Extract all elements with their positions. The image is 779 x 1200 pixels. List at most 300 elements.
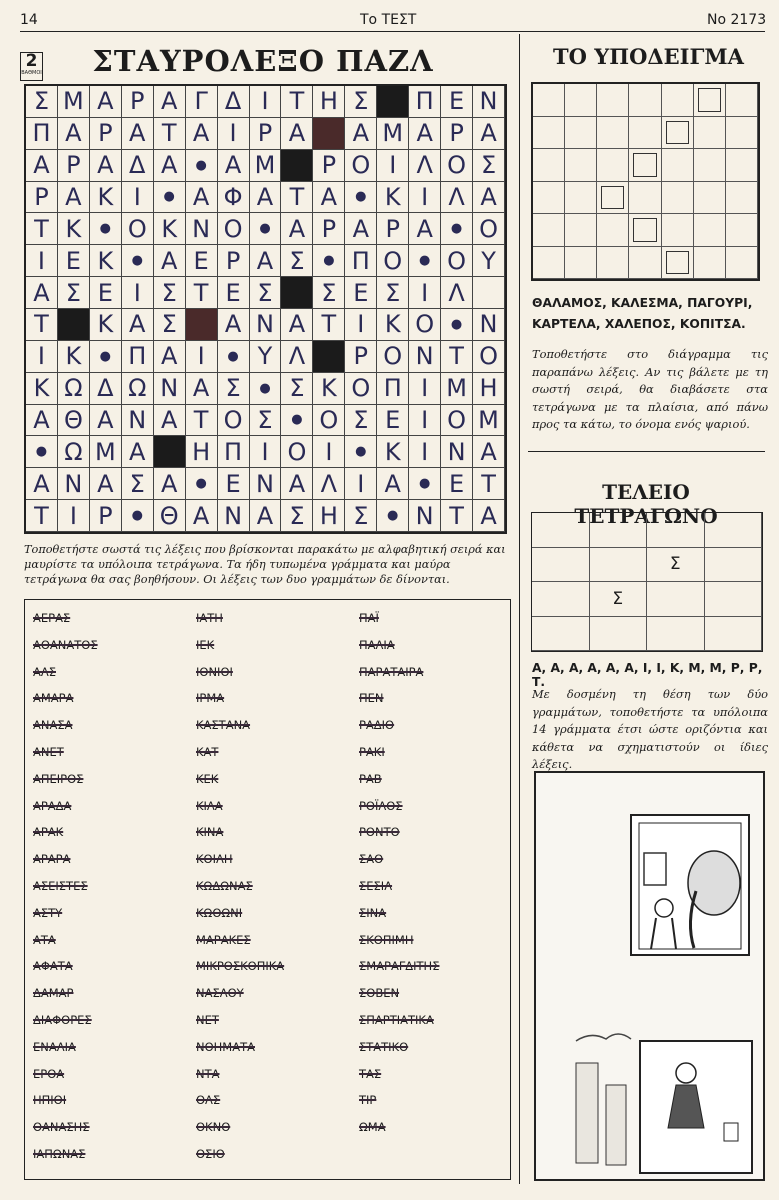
grid-cell[interactable]: Δ xyxy=(122,150,154,182)
grid-cell[interactable]: Δ xyxy=(90,373,122,405)
square-cell[interactable]: Σ xyxy=(590,582,648,617)
grid-cell[interactable]: Σ xyxy=(122,468,154,500)
grid-cell[interactable]: Ο xyxy=(313,405,345,437)
word-list-item: ΑΝΕΤ xyxy=(33,744,64,759)
grid-cell[interactable]: Α xyxy=(186,182,218,214)
grid-cell[interactable]: Α xyxy=(90,468,122,500)
word-list-item: ΩΜΑ xyxy=(359,1120,386,1135)
grid-cell[interactable]: Ι xyxy=(122,277,154,309)
word-column-1 xyxy=(33,605,98,1168)
grid-cell[interactable]: Σ xyxy=(345,405,377,437)
grid-cell[interactable]: Ο xyxy=(377,341,409,373)
grid-cell[interactable]: Σ xyxy=(250,405,282,437)
grid-cell[interactable]: ● xyxy=(250,373,282,405)
sample-cell[interactable] xyxy=(597,214,629,247)
sample-cell[interactable] xyxy=(629,214,661,247)
grid-cell[interactable]: Π xyxy=(26,118,58,150)
grid-cell[interactable]: Ω xyxy=(58,373,90,405)
grid-cell[interactable] xyxy=(473,277,505,309)
sample-cell[interactable] xyxy=(565,182,597,215)
grid-cell[interactable]: Ν xyxy=(122,405,154,437)
square-cell[interactable] xyxy=(647,513,705,548)
grid-cell[interactable]: Τ xyxy=(26,213,58,245)
grid-cell[interactable] xyxy=(281,150,313,182)
grid-cell[interactable]: Ρ xyxy=(441,118,473,150)
grid-cell[interactable]: Α xyxy=(250,182,282,214)
grid-cell[interactable]: Ι xyxy=(345,309,377,341)
sample-cell[interactable] xyxy=(726,214,758,247)
grid-cell[interactable]: Ε xyxy=(90,277,122,309)
grid-cell[interactable]: Α xyxy=(218,309,250,341)
grid-cell[interactable]: Κ xyxy=(154,213,186,245)
sample-cell[interactable] xyxy=(533,117,565,150)
grid-cell[interactable]: Φ xyxy=(218,182,250,214)
grid-cell[interactable]: Θ xyxy=(154,500,186,532)
grid-cell[interactable]: Ι xyxy=(250,436,282,468)
grid-cell[interactable]: Σ xyxy=(377,277,409,309)
grid-cell[interactable]: Μ xyxy=(90,436,122,468)
square-cell[interactable] xyxy=(705,548,763,583)
grid-cell[interactable]: Ι xyxy=(218,118,250,150)
word-list-item: ΙΑΠΩΝΑΣ xyxy=(33,1146,86,1161)
grid-cell[interactable]: Ρ xyxy=(90,500,122,532)
grid-cell[interactable]: Α xyxy=(250,500,282,532)
grid-cell[interactable]: ● xyxy=(345,436,377,468)
sample-cell[interactable] xyxy=(662,182,694,215)
grid-cell[interactable]: ● xyxy=(409,245,441,277)
square-grid[interactable] xyxy=(531,512,763,652)
sample-cell[interactable] xyxy=(629,247,661,280)
sample-cell[interactable] xyxy=(694,182,726,215)
grid-cell[interactable]: Ν xyxy=(441,436,473,468)
grid-cell[interactable]: Ι xyxy=(409,436,441,468)
grid-cell[interactable]: Ι xyxy=(377,150,409,182)
grid-cell[interactable]: Μ xyxy=(58,86,90,118)
grid-cell[interactable]: Ο xyxy=(473,341,505,373)
grid-cell[interactable]: Ο xyxy=(377,245,409,277)
grid-cell[interactable]: Θ xyxy=(58,405,90,437)
grid-cell[interactable]: Α xyxy=(90,150,122,182)
grid-cell[interactable]: Σ xyxy=(250,277,282,309)
grid-cell[interactable]: ● xyxy=(186,150,218,182)
grid-cell[interactable]: Ι xyxy=(58,500,90,532)
grid-cell[interactable]: Τ xyxy=(313,309,345,341)
grid-cell[interactable]: Ρ xyxy=(122,86,154,118)
grid-cell[interactable]: Ν xyxy=(250,309,282,341)
grid-cell[interactable]: Α xyxy=(58,182,90,214)
grid-cell[interactable] xyxy=(281,277,313,309)
grid-cell[interactable]: Σ xyxy=(281,500,313,532)
grid-cell[interactable] xyxy=(58,309,90,341)
crossword-grid[interactable] xyxy=(24,84,507,534)
grid-cell[interactable]: Ε xyxy=(58,245,90,277)
grid-cell[interactable]: ● xyxy=(26,436,58,468)
header-rule xyxy=(20,31,765,32)
word-list-item: ΚΕΚ xyxy=(196,771,219,786)
sample-cell[interactable] xyxy=(565,149,597,182)
sample-cell[interactable] xyxy=(726,84,758,117)
grid-cell[interactable]: Σ xyxy=(218,373,250,405)
grid-cell[interactable]: Ι xyxy=(26,341,58,373)
sample-cell[interactable] xyxy=(694,84,726,117)
grid-cell[interactable]: Ι xyxy=(122,182,154,214)
grid-cell[interactable]: Κ xyxy=(90,245,122,277)
word-list-item: ΗΠΙΟΙ xyxy=(33,1093,67,1108)
grid-cell[interactable]: ● xyxy=(122,245,154,277)
grid-cell[interactable]: Ρ xyxy=(218,245,250,277)
sample-cell[interactable] xyxy=(726,117,758,150)
grid-cell[interactable]: Α xyxy=(473,436,505,468)
grid-cell[interactable]: Ν xyxy=(154,373,186,405)
sample-cell[interactable] xyxy=(726,182,758,215)
sample-cell[interactable] xyxy=(629,117,661,150)
grid-cell[interactable]: Υ xyxy=(250,341,282,373)
grid-cell[interactable]: Υ xyxy=(473,245,505,277)
sample-cell[interactable] xyxy=(662,117,694,150)
sample-cell[interactable] xyxy=(726,149,758,182)
word-list-item: ΑΦΑΤΑ xyxy=(33,959,73,974)
grid-cell[interactable]: Ω xyxy=(122,373,154,405)
grid-cell[interactable]: ● xyxy=(313,245,345,277)
grid-cell[interactable]: Ε xyxy=(345,277,377,309)
grid-cell[interactable]: Α xyxy=(122,309,154,341)
grid-cell[interactable]: Α xyxy=(218,150,250,182)
grid-cell[interactable]: ● xyxy=(345,182,377,214)
word-list-item: ΙΡΜΑ xyxy=(196,691,225,706)
grid-cell[interactable]: Ι xyxy=(409,277,441,309)
grid-cell[interactable]: Μ xyxy=(473,405,505,437)
square-cell[interactable] xyxy=(532,548,590,583)
grid-cell[interactable]: Ρ xyxy=(58,150,90,182)
sample-cell[interactable] xyxy=(662,214,694,247)
grid-cell[interactable]: Γ xyxy=(186,86,218,118)
word-list-item: ΤΑΣ xyxy=(359,1066,382,1081)
grid-cell[interactable]: Δ xyxy=(218,86,250,118)
grid-cell[interactable]: Λ xyxy=(441,277,473,309)
grid-cell[interactable]: Π xyxy=(218,436,250,468)
grid-cell[interactable]: Τ xyxy=(281,182,313,214)
grid-cell[interactable]: Α xyxy=(186,118,218,150)
grid-cell[interactable]: Ε xyxy=(218,277,250,309)
grid-cell[interactable]: Α xyxy=(473,118,505,150)
grid-cell[interactable]: Ε xyxy=(441,86,473,118)
grid-cell[interactable]: Σ xyxy=(281,373,313,405)
grid-cell[interactable]: Α xyxy=(154,86,186,118)
grid-cell[interactable]: Ι xyxy=(26,245,58,277)
grid-cell[interactable]: Η xyxy=(313,86,345,118)
grid-cell[interactable]: Λ xyxy=(441,182,473,214)
grid-cell[interactable]: Ρ xyxy=(26,182,58,214)
grid-cell[interactable]: Ι xyxy=(313,436,345,468)
grid-cell[interactable]: Τ xyxy=(441,500,473,532)
sample-cell[interactable] xyxy=(662,84,694,117)
sample-cell[interactable] xyxy=(694,214,726,247)
square-cell[interactable] xyxy=(705,513,763,548)
grid-cell[interactable]: Α xyxy=(154,245,186,277)
grid-cell[interactable]: Κ xyxy=(377,182,409,214)
grid-cell[interactable]: Ν xyxy=(473,86,505,118)
grid-cell[interactable]: ● xyxy=(441,309,473,341)
square-cell[interactable] xyxy=(705,617,763,652)
grid-cell[interactable] xyxy=(186,309,218,341)
grid-cell[interactable]: Λ xyxy=(281,341,313,373)
sample-cell[interactable] xyxy=(565,247,597,280)
grid-cell[interactable] xyxy=(154,436,186,468)
sample-cell[interactable] xyxy=(565,84,597,117)
grid-cell[interactable]: Α xyxy=(90,86,122,118)
sample-cell[interactable] xyxy=(694,247,726,280)
sample-grid[interactable] xyxy=(531,82,760,281)
sample-cell[interactable] xyxy=(662,149,694,182)
grid-cell[interactable]: Ο xyxy=(218,405,250,437)
grid-cell[interactable]: Α xyxy=(122,118,154,150)
grid-cell[interactable]: Ρ xyxy=(313,150,345,182)
grid-cell[interactable]: Η xyxy=(473,373,505,405)
grid-cell[interactable]: Α xyxy=(345,118,377,150)
word-list-item: ΣΑΟ xyxy=(359,852,384,867)
grid-cell[interactable]: Σ xyxy=(345,500,377,532)
grid-cell[interactable]: Ι xyxy=(186,341,218,373)
grid-cell[interactable]: Κ xyxy=(26,373,58,405)
grid-cell[interactable]: Α xyxy=(154,341,186,373)
grid-cell[interactable]: Α xyxy=(154,150,186,182)
square-cell[interactable] xyxy=(705,582,763,617)
sample-cell[interactable] xyxy=(694,149,726,182)
grid-cell[interactable]: Κ xyxy=(377,436,409,468)
grid-cell[interactable]: Π xyxy=(345,245,377,277)
grid-cell[interactable]: Τ xyxy=(154,118,186,150)
grid-cell[interactable]: Σ xyxy=(281,245,313,277)
grid-cell[interactable]: Μ xyxy=(250,150,282,182)
sample-cell[interactable] xyxy=(565,117,597,150)
grid-cell[interactable]: Ο xyxy=(441,245,473,277)
word-list-item: ΠΑΡΑΤΑΙΡΑ xyxy=(359,664,424,679)
grid-cell[interactable]: Ο xyxy=(473,213,505,245)
grid-cell[interactable]: Ρ xyxy=(250,118,282,150)
grid-cell[interactable]: Σ xyxy=(154,309,186,341)
grid-cell[interactable]: Ο xyxy=(122,213,154,245)
grid-cell[interactable] xyxy=(313,118,345,150)
word-list-item: ΕΝΑΛΙΑ xyxy=(33,1039,76,1054)
grid-cell[interactable]: Ν xyxy=(473,309,505,341)
grid-cell[interactable]: Ρ xyxy=(345,341,377,373)
sample-cell[interactable] xyxy=(629,84,661,117)
grid-cell[interactable]: ● xyxy=(441,213,473,245)
grid-cell[interactable]: Ο xyxy=(441,150,473,182)
sample-cell[interactable] xyxy=(533,149,565,182)
grid-cell[interactable]: Α xyxy=(409,213,441,245)
grid-cell[interactable]: Μ xyxy=(377,118,409,150)
grid-cell[interactable]: ● xyxy=(90,213,122,245)
sample-cell[interactable] xyxy=(662,247,694,280)
grid-cell[interactable]: Ο xyxy=(345,373,377,405)
grid-cell[interactable]: Ν xyxy=(409,341,441,373)
grid-cell[interactable]: Σ xyxy=(313,277,345,309)
grid-cell[interactable]: Π xyxy=(377,373,409,405)
grid-cell[interactable]: Σ xyxy=(473,150,505,182)
sample-cell[interactable] xyxy=(597,182,629,215)
word-list-item: ΑΣΤΥ xyxy=(33,905,63,920)
grid-cell[interactable]: Α xyxy=(154,405,186,437)
square-cell[interactable] xyxy=(590,617,648,652)
grid-cell[interactable]: Π xyxy=(122,341,154,373)
grid-cell[interactable]: Ο xyxy=(281,436,313,468)
grid-cell[interactable]: Ν xyxy=(58,468,90,500)
grid-cell[interactable]: Ε xyxy=(218,468,250,500)
grid-cell[interactable]: Α xyxy=(26,150,58,182)
grid-cell[interactable]: Ο xyxy=(441,405,473,437)
grid-cell[interactable]: Ι xyxy=(250,86,282,118)
grid-cell[interactable]: Κ xyxy=(58,341,90,373)
grid-cell[interactable]: Π xyxy=(409,86,441,118)
word-list-item: ΑΜΑΡΑ xyxy=(33,691,74,706)
grid-cell[interactable]: Ο xyxy=(409,309,441,341)
grid-cell[interactable]: Ο xyxy=(218,213,250,245)
grid-cell[interactable]: Σ xyxy=(154,277,186,309)
grid-cell[interactable]: Ν xyxy=(218,500,250,532)
square-cell[interactable] xyxy=(647,617,705,652)
word-list-item: ΑΘΑΝΑΤΟΣ xyxy=(33,637,98,652)
sample-cell[interactable] xyxy=(726,247,758,280)
grid-cell[interactable]: Α xyxy=(473,182,505,214)
grid-cell[interactable]: ● xyxy=(377,500,409,532)
grid-cell[interactable]: Ω xyxy=(58,436,90,468)
page-number: 14 xyxy=(20,12,38,28)
word-list-item: ΚΩΔΩΝΑΣ xyxy=(196,878,253,893)
grid-cell[interactable]: ● xyxy=(186,468,218,500)
grid-cell[interactable]: Ε xyxy=(441,468,473,500)
square-cell[interactable] xyxy=(532,513,590,548)
grid-cell[interactable]: Α xyxy=(122,436,154,468)
grid-cell[interactable]: Σ xyxy=(58,277,90,309)
grid-cell[interactable]: Α xyxy=(409,118,441,150)
difficulty-badge xyxy=(20,52,43,81)
grid-cell[interactable]: Ε xyxy=(377,405,409,437)
grid-cell[interactable]: Α xyxy=(154,468,186,500)
grid-cell[interactable]: Α xyxy=(281,213,313,245)
grid-cell[interactable]: Η xyxy=(313,500,345,532)
magazine-name: Το ΤΕΣΤ xyxy=(360,12,417,28)
grid-cell[interactable]: Α xyxy=(281,468,313,500)
grid-cell[interactable]: Α xyxy=(250,245,282,277)
grid-cell[interactable]: Ι xyxy=(345,468,377,500)
grid-cell[interactable]: Ε xyxy=(186,245,218,277)
grid-cell[interactable]: Ν xyxy=(250,468,282,500)
grid-cell[interactable]: ● xyxy=(154,182,186,214)
grid-cell[interactable]: Κ xyxy=(377,309,409,341)
sample-cell[interactable] xyxy=(597,149,629,182)
grid-cell[interactable]: Ν xyxy=(186,213,218,245)
grid-cell[interactable]: Μ xyxy=(441,373,473,405)
grid-cell[interactable]: Α xyxy=(281,309,313,341)
grid-cell[interactable]: Ρ xyxy=(377,213,409,245)
grid-cell[interactable]: Α xyxy=(58,118,90,150)
grid-cell[interactable]: ● xyxy=(281,405,313,437)
grid-cell[interactable]: Λ xyxy=(313,468,345,500)
grid-cell[interactable]: ● xyxy=(250,213,282,245)
grid-cell[interactable]: Ι xyxy=(409,373,441,405)
grid-cell[interactable]: Τ xyxy=(473,468,505,500)
grid-cell[interactable]: Α xyxy=(313,182,345,214)
grid-cell[interactable]: Ι xyxy=(409,182,441,214)
grid-cell[interactable]: ● xyxy=(122,500,154,532)
grid-cell[interactable]: Κ xyxy=(90,309,122,341)
badge-label: ΒΑΘΜΟΙ xyxy=(21,70,42,76)
grid-cell[interactable]: Ι xyxy=(409,405,441,437)
word-list-item: ΙΟΝΙΟΙ xyxy=(196,664,233,679)
grid-cell[interactable]: Κ xyxy=(58,213,90,245)
word-list-item: ΣΜΑΡΑΓΔΙΤΗΣ xyxy=(359,959,440,974)
grid-cell[interactable]: ● xyxy=(90,341,122,373)
grid-cell[interactable]: Τ xyxy=(26,500,58,532)
sample-cell[interactable] xyxy=(597,84,629,117)
grid-cell[interactable]: ● xyxy=(218,341,250,373)
word-list-item: ΠΑΛΙΑ xyxy=(359,637,395,652)
grid-cell[interactable]: Α xyxy=(377,468,409,500)
sample-cell[interactable] xyxy=(629,149,661,182)
grid-cell[interactable] xyxy=(313,341,345,373)
square-cell[interactable] xyxy=(647,582,705,617)
grid-cell[interactable]: ● xyxy=(409,468,441,500)
grid-cell[interactable]: Ρ xyxy=(90,118,122,150)
grid-cell[interactable]: Τ xyxy=(186,405,218,437)
grid-cell[interactable]: Η xyxy=(186,436,218,468)
sample-cell[interactable] xyxy=(694,117,726,150)
grid-cell[interactable]: Α xyxy=(90,405,122,437)
grid-cell[interactable]: Ο xyxy=(345,150,377,182)
sample-cell[interactable] xyxy=(533,182,565,215)
sample-cell[interactable] xyxy=(597,247,629,280)
grid-cell[interactable]: Κ xyxy=(313,373,345,405)
grid-cell[interactable]: Ρ xyxy=(313,213,345,245)
grid-cell[interactable]: Σ xyxy=(345,86,377,118)
issue-number: No 2173 xyxy=(707,12,767,28)
word-list-item: ΝΟΗΜΑΤΑ xyxy=(196,1039,255,1054)
grid-cell[interactable] xyxy=(377,86,409,118)
grid-cell[interactable]: Α xyxy=(26,405,58,437)
grid-cell[interactable]: Α xyxy=(186,500,218,532)
grid-cell[interactable]: Τ xyxy=(26,309,58,341)
square-cell[interactable] xyxy=(590,548,648,583)
sample-cell[interactable] xyxy=(629,182,661,215)
grid-cell[interactable]: Α xyxy=(26,277,58,309)
square-cell[interactable] xyxy=(532,582,590,617)
sample-cell[interactable] xyxy=(597,117,629,150)
square-cell[interactable] xyxy=(532,617,590,652)
sample-cell[interactable] xyxy=(533,214,565,247)
square-cell[interactable]: Σ xyxy=(647,548,705,583)
sample-cell[interactable] xyxy=(533,247,565,280)
grid-cell[interactable]: Τ xyxy=(186,277,218,309)
grid-cell[interactable]: Α xyxy=(281,118,313,150)
word-column-3 xyxy=(359,605,439,1141)
grid-cell[interactable]: Α xyxy=(345,213,377,245)
grid-cell[interactable]: Σ xyxy=(26,86,58,118)
sample-cell[interactable] xyxy=(533,84,565,117)
grid-cell[interactable]: Λ xyxy=(409,150,441,182)
cartoon-illustration xyxy=(534,771,765,1181)
grid-cell[interactable]: Τ xyxy=(441,341,473,373)
word-list-item: ΔΙΑΦΟΡΕΣ xyxy=(33,1012,92,1027)
grid-cell[interactable]: Ν xyxy=(409,500,441,532)
grid-cell[interactable]: Α xyxy=(26,468,58,500)
grid-cell[interactable]: Α xyxy=(473,500,505,532)
square-cell[interactable] xyxy=(590,513,648,548)
grid-cell[interactable]: Α xyxy=(186,373,218,405)
sample-cell[interactable] xyxy=(565,214,597,247)
grid-cell[interactable]: Κ xyxy=(90,182,122,214)
grid-cell[interactable]: Τ xyxy=(281,86,313,118)
